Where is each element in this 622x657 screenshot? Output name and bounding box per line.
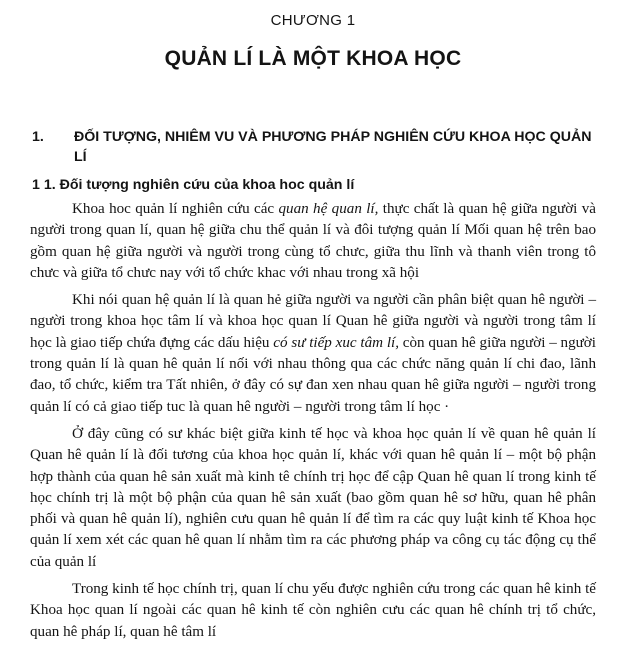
- paragraph-1-text-after: thực chất là quan hệ giữa người và người trong quan lí, quan hệ giữa chu thể quản lí và đôi tượng quản lí Mối quan hệ trên bao gồm quan hệ giữa người và người trong cùng tổ chưc, giữa thu lĩnh và thanh viên trong tô chưc và giữa tổ chưc nay với tổ chức khac với nhau trong xã hội: [30, 201, 596, 281]
- paragraph-2-text-before: Khi nói quan hệ quản lí là quan hẻ giữa người va người cần phân biệt quan hê người – người trong khoa học tâm lí và khoa học quan lí Quan hê giữa người và người trong tâm lí học là giao tiếp chứa đựng các dấu hiệu: [30, 292, 596, 351]
- section-number: 1.: [32, 129, 44, 145]
- paragraph-1-text-before: Khoa hoc quản lí nghiên cứu các: [72, 201, 279, 217]
- section-title: ĐỐI TƯỢNG, NHIÊM VU VÀ PHƯƠNG PHÁP NGHIÊN CỨU KHOA HỌC QUẢN LÍ: [74, 129, 592, 165]
- paragraph-2: [30, 290, 596, 418]
- chapter-title: QUẢN LÍ LÀ MỘT KHOA HỌC: [164, 47, 462, 70]
- paragraph-3: [30, 424, 596, 573]
- paragraph-4: [30, 579, 596, 643]
- paragraph-4-text: Trong kinh tế học chính trị, quan lí chu yếu được nghiên cứu trong các quan hê kinh tế Khoa học quan lí ngoài các quan hê kinh tế còn nghiên cưu các quan hê chính trị tổ chức, quan hê pháp lí, quan hê tâm lí: [30, 581, 596, 640]
- chapter-label: CHƯƠNG 1: [270, 12, 356, 29]
- paragraph-2-emphasis: có sư tiếp xuc tâm lí,: [273, 334, 399, 351]
- paragraph-1-emphasis: quan hệ quan lí,: [278, 201, 379, 217]
- subsection-heading: 1 1. Đối tượng nghiên cứu của khoa hoc quản lí: [32, 177, 355, 193]
- paragraph-3-text: Ở đây cũng có sư khác biệt giữa kinh tế học và khoa học quản lí về quan hê quản lí Quan hê quản lí là đối tương của khoa học quản lí, khác với quan hê quản lí – một bộ phận hợp thành của quan hê sản xuất mà kinh tê chính trị học để cập Quan hê quan lí trong kinh tế học chính trị là một bộ phận của quan hê sản xuất (bao gồm quan hê sơ hữu, quan hê phân phối và quan hê quản lí), nghiên cưu quan hê quản lí để tìm ra các quy luật kinh tế Khoa học quản lí xem xét các quan hê quan lí nhằm tìm ra các phương pháp va công cụ tác động cụ thể của quản lí: [30, 425, 596, 570]
- paragraph-2-text-after: còn quan hê giữa người – người trong quản lí là quan hê quản lí nối với nhau thông qua các chức năng quản lí chi đao, lãnh đao, tổ chức, kiểm tra Tất nhiên, ở đây có sự đan xen nhau quan hê giữa người – người trong quản lí có cả giao tiếp tuc là quan hê người – người trong tâm lí học ·: [30, 334, 596, 415]
- paragraph-1: [30, 199, 596, 284]
- section-heading: [30, 127, 596, 167]
